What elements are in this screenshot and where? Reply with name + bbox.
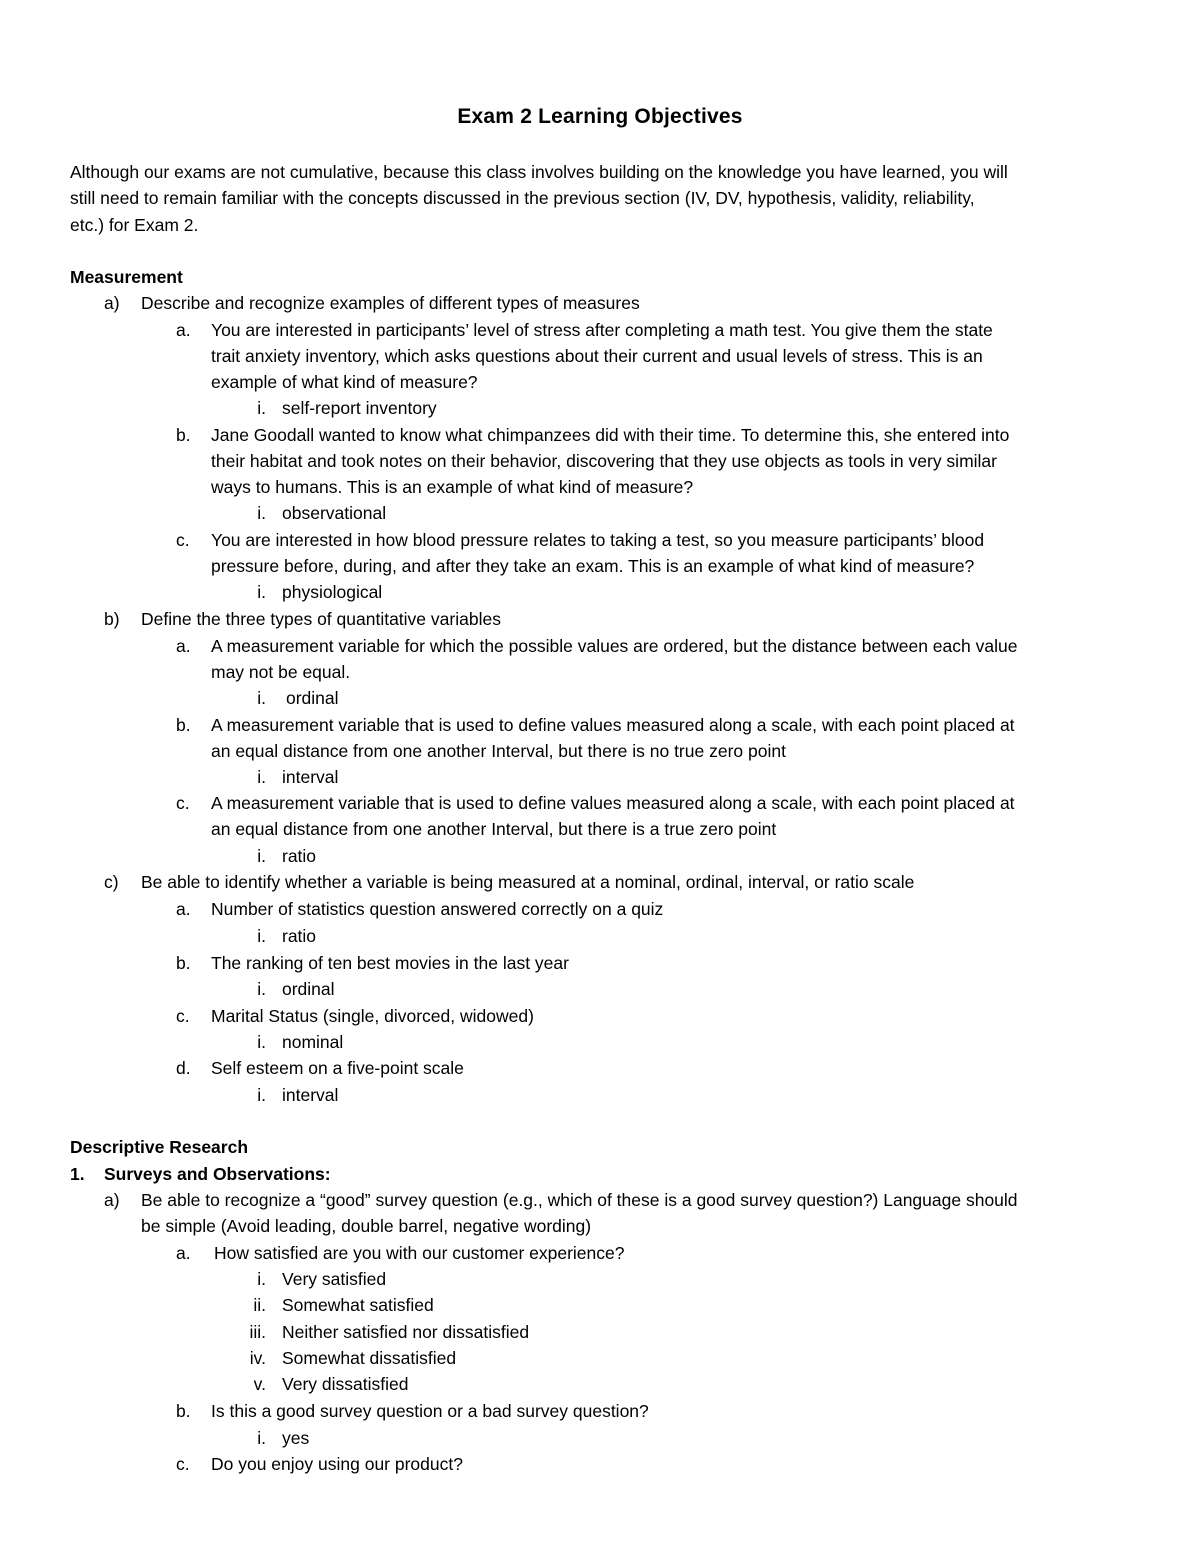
definition-line: an equal distance from one another Interval, but there is no true zero point xyxy=(211,741,786,761)
objective-text: Be able to identify whether a variable is being measured at a nominal, ordinal, interval, or ratio scale xyxy=(141,872,915,892)
list-marker: i. xyxy=(257,1269,266,1289)
definition-line: A measurement variable that is used to define values measured along a scale, with each point placed at xyxy=(211,793,1015,813)
answer-text: interval xyxy=(282,767,339,787)
question-line: pressure before, during, and after they take an exam. This is an example of what kind of measure? xyxy=(211,556,975,576)
list-marker: a. xyxy=(176,636,191,656)
survey-option: Somewhat satisfied xyxy=(282,1295,434,1315)
list-marker: c. xyxy=(176,1006,190,1026)
answer-text: self-report inventory xyxy=(282,398,437,418)
list-marker: c. xyxy=(176,1454,190,1474)
example-text: Self esteem on a five-point scale xyxy=(211,1058,464,1078)
answer-text: yes xyxy=(282,1428,310,1448)
section-heading-descriptive-research: Descriptive Research xyxy=(70,1137,249,1157)
list-marker: a. xyxy=(176,320,191,340)
list-marker: a) xyxy=(104,1190,120,1210)
objective-text: Describe and recognize examples of different types of measures xyxy=(141,293,640,313)
list-marker: i. xyxy=(257,688,266,708)
example-text: Marital Status (single, divorced, widowed) xyxy=(211,1006,534,1026)
question-line: their habitat and took notes on their behavior, discovering that they use objects as tools in very similar xyxy=(211,451,997,471)
list-marker: i. xyxy=(257,1428,266,1448)
definition-line: may not be equal. xyxy=(211,662,351,682)
question-line: You are interested in participants’ level of stress after completing a math test. You give them the state xyxy=(211,320,993,340)
list-marker: ii. xyxy=(253,1295,266,1315)
survey-option: Very dissatisfied xyxy=(282,1374,409,1394)
example-text: The ranking of ten best movies in the last year xyxy=(211,953,569,973)
answer-text: ratio xyxy=(282,846,317,866)
intro-line: Although our exams are not cumulative, because this class involves building on the knowledge you have learned, you will xyxy=(70,162,1008,182)
objective-text: Define the three types of quantitative variables xyxy=(141,609,501,629)
survey-option: Somewhat dissatisfied xyxy=(282,1348,457,1368)
question-line: You are interested in how blood pressure relates to taking a test, so you measure participants’ blood xyxy=(211,530,985,550)
definition-line: A measurement variable for which the possible values are ordered, but the distance between each value xyxy=(211,636,1018,656)
definition-line: an equal distance from one another Interval, but there is a true zero point xyxy=(211,819,777,839)
document-title: Exam 2 Learning Objectives xyxy=(457,105,743,128)
objective-text: be simple (Avoid leading, double barrel, negative wording) xyxy=(141,1216,592,1236)
answer-text: ordinal xyxy=(286,688,339,708)
list-marker: b. xyxy=(176,425,191,445)
survey-question: Is this a good survey question or a bad survey question? xyxy=(211,1401,649,1421)
list-marker: i. xyxy=(257,846,266,866)
list-marker: c. xyxy=(176,530,190,550)
answer-text: interval xyxy=(282,1085,339,1105)
example-text: Number of statistics question answered correctly on a quiz xyxy=(211,899,664,919)
subsection-heading: Surveys and Observations: xyxy=(104,1164,331,1184)
question-line: example of what kind of measure? xyxy=(211,372,478,392)
list-marker: c) xyxy=(104,872,119,892)
objective-text: Be able to recognize a “good” survey question (e.g., which of these is a good survey question?) Language should xyxy=(141,1190,1018,1210)
list-marker: b) xyxy=(104,609,120,629)
list-marker: i. xyxy=(257,1085,266,1105)
list-marker: iii. xyxy=(249,1322,266,1342)
definition-line: A measurement variable that is used to define values measured along a scale, with each point placed at xyxy=(211,715,1015,735)
list-marker: i. xyxy=(257,926,266,946)
survey-option: Neither satisfied nor dissatisfied xyxy=(282,1322,530,1342)
list-marker: i. xyxy=(257,582,266,602)
list-marker: b. xyxy=(176,953,191,973)
question-line: trait anxiety inventory, which asks questions about their current and usual levels of stress. This is an xyxy=(211,346,983,366)
list-marker: i. xyxy=(257,979,266,999)
list-marker: iv. xyxy=(249,1348,266,1368)
list-marker: v. xyxy=(253,1374,266,1394)
answer-text: physiological xyxy=(282,582,383,602)
survey-option: Very satisfied xyxy=(282,1269,387,1289)
survey-question: Do you enjoy using our product? xyxy=(211,1454,463,1474)
list-marker: a. xyxy=(176,1243,191,1263)
list-marker: i. xyxy=(257,503,266,523)
question-line: Jane Goodall wanted to know what chimpanzees did with their time. To determine this, she entered into xyxy=(211,425,1010,445)
intro-line: still need to remain familiar with the concepts discussed in the previous section (IV, DV, hypothesis, validity, reliability, xyxy=(70,188,975,208)
question-line: ways to humans. This is an example of what kind of measure? xyxy=(211,477,694,497)
list-marker: c. xyxy=(176,793,190,813)
section-heading-measurement: Measurement xyxy=(70,267,183,287)
list-marker: d. xyxy=(176,1058,191,1078)
list-marker: 1. xyxy=(70,1164,85,1184)
list-marker: a. xyxy=(176,899,191,919)
survey-question: How satisfied are you with our customer experience? xyxy=(214,1243,625,1263)
answer-text: ratio xyxy=(282,926,317,946)
list-marker: a) xyxy=(104,293,120,313)
answer-text: ordinal xyxy=(282,979,335,999)
answer-text: observational xyxy=(282,503,387,523)
list-marker: i. xyxy=(257,398,266,418)
list-marker: b. xyxy=(176,1401,191,1421)
list-marker: i. xyxy=(257,767,266,787)
answer-text: nominal xyxy=(282,1032,344,1052)
list-marker: b. xyxy=(176,715,191,735)
intro-line: etc.) for Exam 2. xyxy=(70,215,199,235)
list-marker: i. xyxy=(257,1032,266,1052)
